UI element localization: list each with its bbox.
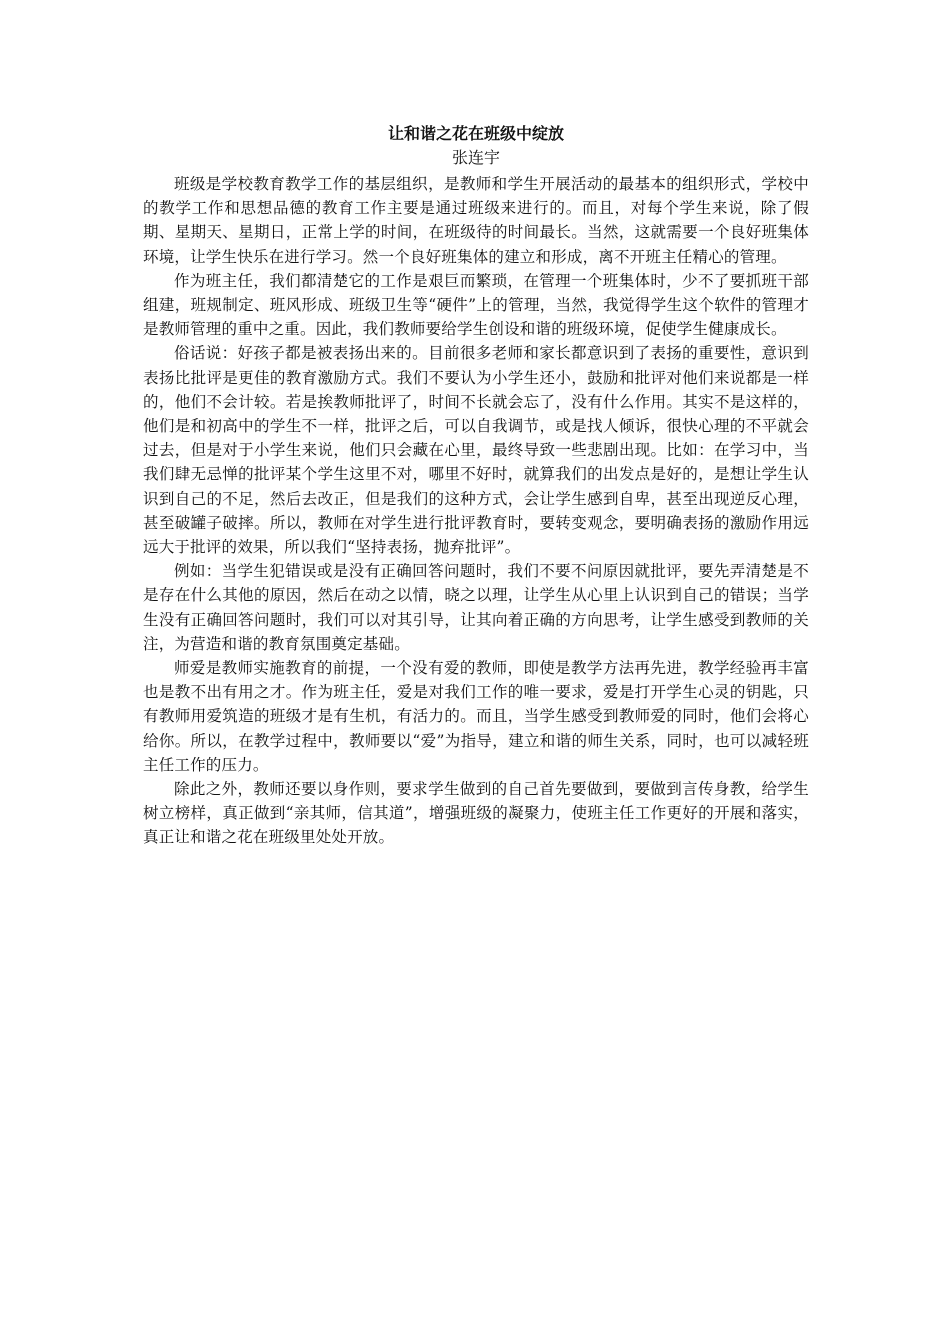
document-page xyxy=(143,122,809,850)
paragraph-4: 例如：当学生犯错误或是没有正确回答问题时，我们不要不问原因就批评，要先弄清楚是不是存在什么其他的原因，然后在动之以情，晓之以理，让学生从心里上认识到自己的错误；当学生没有正确回答问题时，我们可以对其引导，让其向着正确的方向思考，让学生感受到教师的关注，为营造和谐的教育氛围奠定基础。 xyxy=(143,562,809,653)
paragraph-2: 作为班主任，我们都清楚它的工作是艰巨而繁琐，在管理一个班集体时，少不了要抓班干部组建，班规制定、班风形成、班级卫生等“硬件”上的管理，当然，我觉得学生这个软件的管理才是教师管理的重中之重。因此，我们教师要给学生创设和谐的班级环境，促使学生健康成长。 xyxy=(143,271,809,339)
paragraph-5: 师爱是教师实施教育的前提，一个没有爱的教师，即使是教学方法再先进，教学经验再丰富也是教不出有用之才。作为班主任，爱是对我们工作的唯一要求，爱是打开学生心灵的钥匙，只有教师用爱筑造的班级才是有生机，有活力的。而且，当学生感受到教师爱的同时，他们会将心给你。所以，在教学过程中，教师要以“爱”为指导，建立和谐的师生关系，同时，也可以减轻班主任工作的压力。 xyxy=(143,659,809,774)
paragraph-6: 除此之外，教师还要以身作则，要求学生做到的自己首先要做到，要做到言传身教，给学生树立榜样，真正做到“亲其师，信其道”，增强班级的凝聚力，使班主任工作更好的开展和落实，真正让和谐之花在班级里处处开放。 xyxy=(143,780,809,847)
document-title: 让和谐之花在班级中绽放 xyxy=(387,124,564,143)
paragraph-3: 俗话说：好孩子都是被表扬出来的。目前很多老师和家长都意识到了表扬的重要性，意识到表扬比批评是更佳的教育激励方式。我们不要认为小学生还小，鼓励和批评对他们来说都是一样的，他们不会计较。若是挨教师批评了，时间不长就会忘了，没有什么作用。其实不是这样的，他们是和初高中的学生不一样，批评之后，可以自我调节，或是找人倾诉，很快心理的不平就会过去，但是对于小学生来说，他们只会藏在心里，最终导致一些悲剧出现。比如：在学习中，当我们肆无忌惮的批评某个学生这里不对，哪里不好时，就算我们的出发点是好的，是想让学生认识到自己的不足，然后去改正，但是我们的这种方式，会让学生感到自卑，甚至出现逆反心理，甚至破罐子破摔。所以，教师在对学生进行批评教育时，要转变观念，要明确表扬的激励作用远远大于批评的效果，所以我们“坚持表扬，抛弃批评”。 xyxy=(143,344,809,557)
paragraph-1: 班级是学校教育教学工作的基层组织，是教师和学生开展活动的最基本的组织形式，学校中的教学工作和思想品德的教育工作主要是通过班级来进行的。而且，对每个学生来说，除了假期、星期天、星期日，正常上学的时间，在班级待的时间最长。当然，这就需要一个良好班集体环境，让学生快乐在进行学习。然一个良好班集体的建立和形成，离不开班主任精心的管理。 xyxy=(143,175,809,266)
document-author: 张连宇 xyxy=(451,148,500,167)
